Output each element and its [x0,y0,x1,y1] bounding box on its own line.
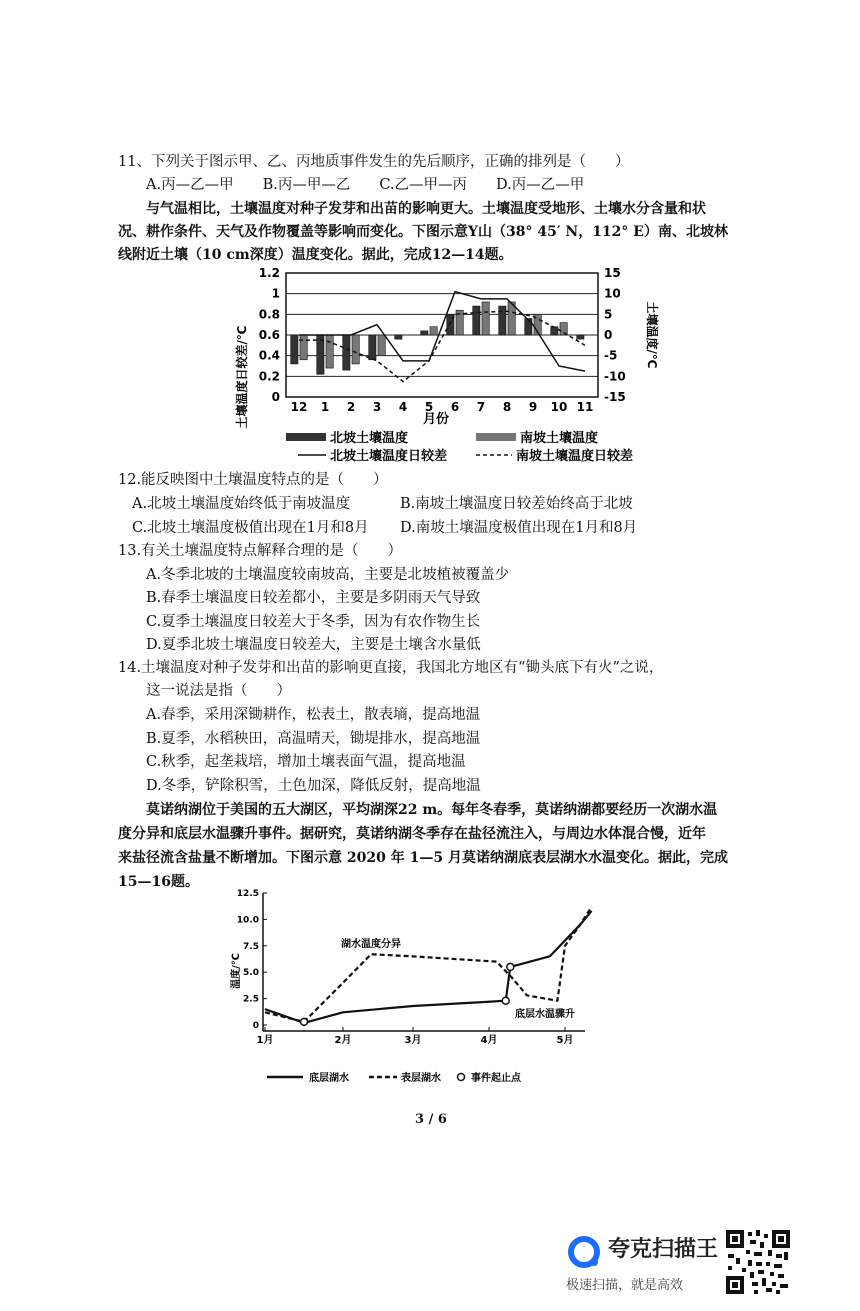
chart2-y-tick: 2.5 [243,994,259,1005]
chart2-y-tick: 10.0 [236,915,259,926]
q11-options: A.丙—乙—甲 B.丙—甲—乙 C.乙—甲—丙 D.丙—乙—甲 [146,177,585,193]
chart2-x-tick: 3月 [404,1035,422,1046]
chart1-left-tick: 0.4 [258,348,280,363]
chart1-left-tick: 1 [271,286,280,301]
chart1-right-axis-label: 土壤温度/℃ [645,301,659,369]
brand-name: 夸克扫描王 [608,1237,719,1262]
q12-option-a: A.北坡土壤温度始终低于南坡温度 [132,496,351,512]
north-temp-bar [473,306,480,335]
north-range-line [299,292,585,372]
chart1-left-tick: 0 [271,390,280,404]
north-temp-bar [369,335,376,360]
legend-south-temp: 南坡土壤温度 [520,431,599,446]
chart1-x-tick: 11 [576,400,594,414]
legend-north-temp-swatch [286,433,326,441]
intro1-line-2: 况、耕作条件、天气及作物覆盖等影响而变化。下图示意Y山（38° 45′ N，112° E）南、北坡林 [118,224,728,240]
chart2-y-tick: 12.5 [236,889,259,899]
q14-option-a: A.春季，采用深锄耕作，松表土，散表墒，提高地温 [146,707,481,723]
q12-option-d: D.南坡土壤温度极值出现在1月和8月 [400,520,638,536]
chart2-x-tick: 5月 [556,1035,574,1046]
chart1-left-axis-label: 土壤温度日较差/℃ [235,325,249,429]
legend-north-range: 北坡土壤温度日较差 [330,449,448,464]
legend-bottom-water: 底层湖水 [309,1073,349,1084]
annotation-bottom-rise: 底层水温骤升 [515,1009,575,1020]
q11-stem: 11、下列关于图示甲、乙、丙地质事件发生的先后顺序，正确的排列是（ ） [118,154,630,170]
chart2-x-tick: 2月 [334,1035,352,1046]
chart1-right-tick: 10 [604,286,621,301]
page-number: 3 / 6 [415,1112,447,1127]
q12-stem: 12.能反映图中土壤温度特点的是（ ） [118,472,388,488]
bottom-water-line [265,911,592,1023]
chart1-left-tick: 1.2 [258,266,280,280]
lake-temperature-chart [225,885,605,1095]
chart1-x-tick: 2 [346,400,356,414]
q14-option-d: D.冬季，铲除积雪，土色加深，降低反射，提高地温 [146,778,481,794]
q12-option-b: B.南坡土壤温度日较差始终高于北坡 [400,496,633,512]
qr-code [724,1228,792,1296]
legend-north-temp: 北坡土壤温度 [330,431,409,446]
q14-stem-2: 这一说法是指（ ） [146,683,291,699]
legend-surface-water: 表层湖水 [401,1073,441,1084]
legend-south-range: 南坡土壤温度日较差 [516,449,634,464]
legend-event-point-swatch [458,1074,465,1081]
event-point [507,963,514,970]
chart1-right-tick: 5 [604,307,613,322]
chart1-x-tick: 10 [550,400,568,414]
q13-option-c: C.夏季土壤温度日较差大于冬季，因为有农作物生长 [146,614,481,630]
event-point [502,997,509,1004]
chart1-x-tick: 6 [450,400,460,414]
intro2-line-3: 来盐径流含盐量不断增加。下图示意 2020 年 1—5 月莫诺纳湖底表层湖水水温变化。据此，完成 [118,850,728,866]
event-point [301,1018,308,1025]
north-temp-bar [499,306,506,335]
q13-option-b: B.春季土壤温度日较差都小，主要是多阴雨天气导致 [146,590,481,606]
intro1-line-1: 与气温相比，土壤温度对种子发芽和出苗的影响更大。土壤温度受地形、土壤水分含量和状 [146,201,706,217]
south-temp-bar [352,335,359,364]
q14-stem: 14.土壤温度对种子发芽和出苗的影响更直接，我国北方地区有“锄头底下有火”之说， [118,660,664,676]
q13-stem: 13.有关土壤温度特点解释合理的是（ ） [118,543,403,559]
chart2-x-tick: 1月 [256,1035,274,1046]
chart2-y-tick: 0 [252,1021,259,1031]
q12-option-c: C.北坡土壤温度极值出现在1月和8月 [132,520,369,536]
intro2-line-2: 度分异和底层水温骤升事件。据研究，莫诺纳湖冬季存在盐径流注入，与周边水体混合慢，近年 [118,826,706,842]
chart2-y-axis-label: 温度/℃ [231,953,242,989]
chart1-x-tick: 7 [476,400,486,414]
legend-event-point: 事件起止点 [471,1073,521,1084]
chart1-x-tick: 1 [320,400,330,414]
north-temp-bar [577,335,584,339]
legend-south-temp-swatch [476,433,516,441]
north-temp-bar [395,335,402,339]
chart2-y-tick: 7.5 [243,941,259,952]
chart1-right-tick: -10 [604,369,626,384]
quark-logo-icon [566,1234,602,1270]
chart1-right-tick: -15 [604,390,626,404]
chart2-y-tick: 5.0 [243,968,259,979]
q13-option-d: D.夏季北坡土壤温度日较差大，主要是土壤含水量低 [146,637,481,653]
chart1-x-tick: 5 [424,400,434,414]
south-temp-bar [300,335,307,360]
chart1-x-tick: 3 [372,400,382,414]
north-temp-bar [343,335,350,370]
south-temp-bar [430,327,437,335]
chart1-x-tick: 4 [398,400,408,414]
annotation-divergence: 湖水温度分异 [341,939,401,950]
q14-option-b: B.夏季，水稻秧田，高温晴天，锄堤排水，提高地温 [146,731,481,747]
chart1-right-tick: 0 [604,328,613,342]
chart1-left-tick: 0.8 [258,307,280,322]
soil-temperature-chart [228,265,668,470]
intro2-line-4: 15—16题。 [118,874,199,890]
chart1-right-tick: 15 [604,266,621,280]
q13-option-a: A.冬季北坡的土壤温度较南坡高，主要是北坡植被覆盖少 [146,567,510,583]
chart1-x-tick: 9 [528,400,538,414]
chart1-x-tick: 8 [502,400,512,414]
north-temp-bar [291,335,298,364]
chart1-right-tick: -5 [604,348,618,363]
intro2-line-1: 莫诺纳湖位于美国的五大湖区，平均湖深22 m。每年冬春季，莫诺纳湖都要经历一次湖水温 [146,802,718,818]
chart2-x-tick: 4月 [480,1035,498,1046]
south-temp-bar [378,335,385,356]
chart1-x-axis-label: 月份 [422,412,450,427]
south-range-line [299,311,585,381]
intro1-line-3: 线附近土壤（10 cm深度）温度变化。据此，完成12—14题。 [118,247,513,263]
q14-option-c: C.秋季，起垄栽培，增加土壤表面气温，提高地温 [146,754,466,770]
chart1-left-tick: 0.2 [258,369,280,384]
south-temp-bar [326,335,333,368]
brand-slogan: 极速扫描，就是高效 [566,1278,684,1293]
chart1-left-tick: 0.6 [258,328,280,342]
chart1-x-tick: 12 [290,400,308,414]
south-temp-bar [482,302,489,335]
north-temp-bar [421,331,428,335]
